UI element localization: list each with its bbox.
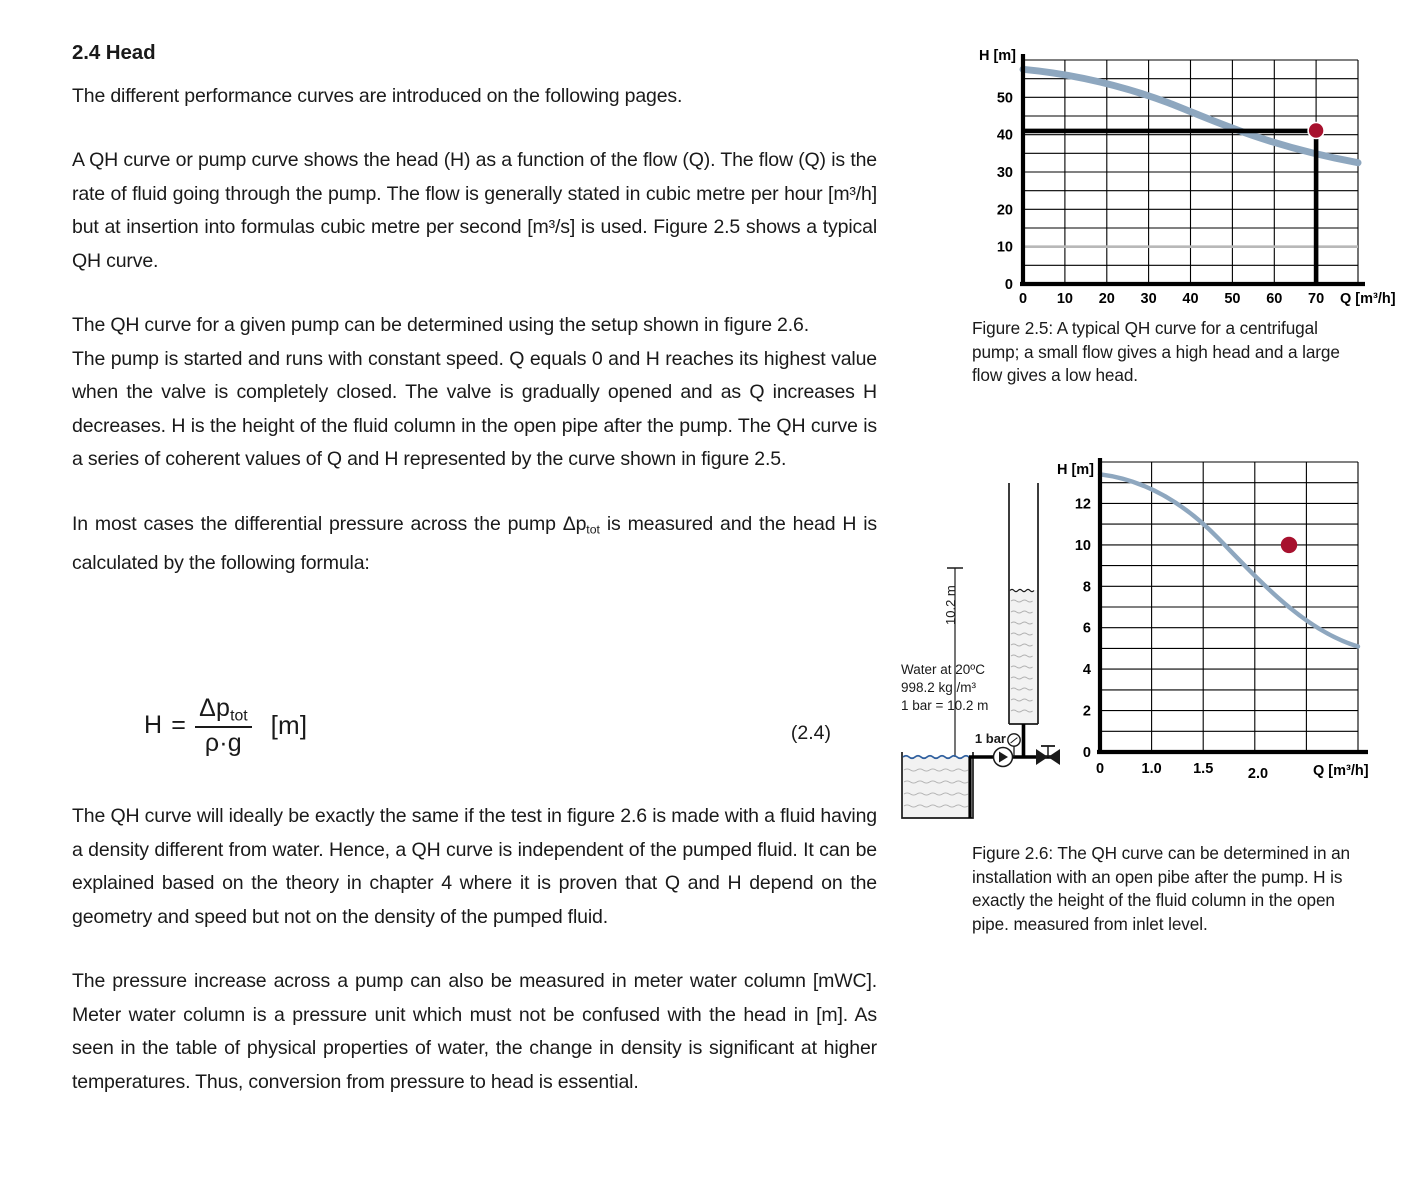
grid-lines — [1100, 462, 1358, 752]
equation-numerator-text: Δp — [199, 694, 231, 722]
pipe-water-fill — [1009, 590, 1038, 724]
x-tick-30: 30 — [1140, 291, 1157, 307]
y-tick-6: 6 — [1082, 620, 1091, 637]
height-dimension-label: 10.2 m — [943, 585, 958, 625]
y-axis-label: H [m] — [1056, 462, 1094, 478]
article-text-column-lower — [72, 800, 877, 1099]
equation-block — [72, 686, 877, 766]
y-tick-0: 0 — [1082, 745, 1091, 761]
x-axis-label: Q [m³/h] — [1340, 291, 1396, 307]
y-tick-50: 50 — [996, 90, 1013, 107]
y-tick-10: 10 — [1074, 537, 1091, 554]
x-tick-40: 40 — [1182, 291, 1199, 307]
formula-lead-after: is measured and the head H is calculated by the following formula: — [72, 512, 877, 574]
x-tick-1-5: 1.5 — [1193, 761, 1214, 777]
equation-numerator-subscript: tot — [230, 707, 248, 725]
figure-2-5-chart — [963, 44, 1396, 307]
paragraph-formula-lead — [72, 508, 877, 580]
figure-2-6-apparatus-diagram — [893, 455, 1068, 825]
qh-curve — [1100, 474, 1358, 646]
x-tick-50: 50 — [1224, 291, 1241, 307]
equation-number: (2.4) — [790, 722, 831, 744]
equation-unit: [m] — [270, 709, 308, 740]
fluid-line-3: 1 bar = 10.2 m — [901, 698, 989, 713]
y-tick-8: 8 — [1082, 579, 1091, 596]
open-pipe — [1009, 483, 1038, 757]
formula-lead-subscript: tot — [586, 522, 600, 537]
reservoir-tank — [902, 752, 973, 818]
x-axis-label: Q [m³/h] — [1313, 763, 1369, 779]
y-tick-2: 2 — [1082, 703, 1091, 720]
x-tick-1: 1.0 — [1141, 761, 1162, 777]
paragraph-intro: The different performance curves are introduced on the following pages. — [72, 84, 683, 107]
equation-numerator — [195, 695, 252, 726]
x-tick-0: 0 — [1095, 761, 1105, 777]
duty-point-marker — [1281, 537, 1297, 553]
figure-2-6-chart — [1058, 452, 1378, 792]
pump-symbol — [994, 748, 1013, 767]
y-tick-0: 0 — [1004, 277, 1013, 293]
paragraph-qh-definition: A QH curve or pump curve shows the head (H) as a function of the flow (Q). The flow (Q) is the rate of fluid going through the pump. The flow is generally stated in cubic metre per hour [m³/h] but at insertion into formulas cubic metre per second [m³/s] is used. Figure 2.5 shows a typical QH curve. — [72, 149, 877, 272]
x-tick-10: 10 — [1056, 291, 1073, 307]
y-tick-4: 4 — [1082, 662, 1091, 679]
equation-equals: = — [171, 710, 187, 739]
paragraph-spacer — [72, 477, 877, 508]
y-axis-label: H [m] — [978, 48, 1016, 64]
y-tick-30: 30 — [996, 165, 1013, 181]
paragraph-spacer — [72, 278, 877, 309]
grid-lines — [1023, 60, 1358, 284]
paragraph-mwc: The pressure increase across a pump can also be measured in meter water column [mWC]. Meter water column is a pressure unit which must not be confused with the head in [m]. As seen in the table of physical properties of water, the change in density is significant at higher temperatures. Thus, conversion from pressure to head is essential. — [72, 970, 877, 1093]
equation-denominator: ρ·g — [204, 728, 242, 757]
paragraph-spacer — [72, 934, 877, 965]
head-equation — [144, 694, 307, 756]
fluid-line-1: Water at 20ºC — [901, 662, 985, 677]
figure-2-6-caption: Figure 2.6: The QH curve can be determined in an installation with an open pibe after the pump. H is exactly the height of the fluid column in the open pipe. measured from inlet level. — [972, 843, 1350, 934]
paragraph-density-independence: The QH curve will ideally be exactly the same if the test in figure 2.6 is made with a fluid having a density different from water. Hence, a QH curve is independent of the pumped fluid. It can be explained based on the theory in chapter 4 where it is proven that Q and H depend on the geometry and speed but not on the density of the pumped fluid. — [72, 805, 877, 928]
fluid-line-2: 998.2 kg /m³ — [901, 680, 977, 695]
x-tick-60: 60 — [1266, 291, 1283, 307]
y-tick-12: 12 — [1074, 496, 1091, 513]
formula-lead-before: In most cases the differential pressure across the pump Δp — [72, 512, 587, 535]
tank-water-fill — [902, 757, 973, 818]
y-tick-40: 40 — [996, 127, 1013, 144]
y-tick-20: 20 — [996, 202, 1013, 219]
page-title: 2.4 Head — [72, 41, 156, 64]
paragraph-pump-procedure: The pump is started and runs with constant speed. Q equals 0 and H reaches its highest value when the valve is completely closed. The valve is gradually opened and as Q increases H decreases. H is the height of the fluid column in the open pipe after the pump. The QH curve is a series of coherent values of Q and H represented by the curve shown in figure 2.5. — [72, 347, 877, 471]
figure-2-5-caption: Figure 2.5: A typical QH curve for a centrifugal pump; a small flow gives a high head and a large flow gives a low head. — [972, 318, 1340, 385]
x-tick-2: 2.0 — [1247, 766, 1269, 782]
equation-lhs: H — [144, 710, 163, 739]
paragraph-spacer — [72, 113, 877, 144]
x-tick-0: 0 — [1018, 291, 1028, 307]
duty-point-marker — [1308, 123, 1324, 139]
gauge-label: 1 bar — [974, 731, 1006, 746]
y-tick-10: 10 — [996, 239, 1013, 256]
paragraph-setup-reference: The QH curve for a given pump can be determined using the setup shown in figure 2.6. — [72, 314, 809, 337]
x-tick-70: 70 — [1308, 291, 1325, 307]
article-text-column — [72, 40, 877, 580]
fluid-properties-text — [901, 662, 988, 713]
equation-fraction — [195, 695, 252, 757]
valve-symbol — [1036, 746, 1060, 765]
x-tick-20: 20 — [1098, 291, 1115, 307]
